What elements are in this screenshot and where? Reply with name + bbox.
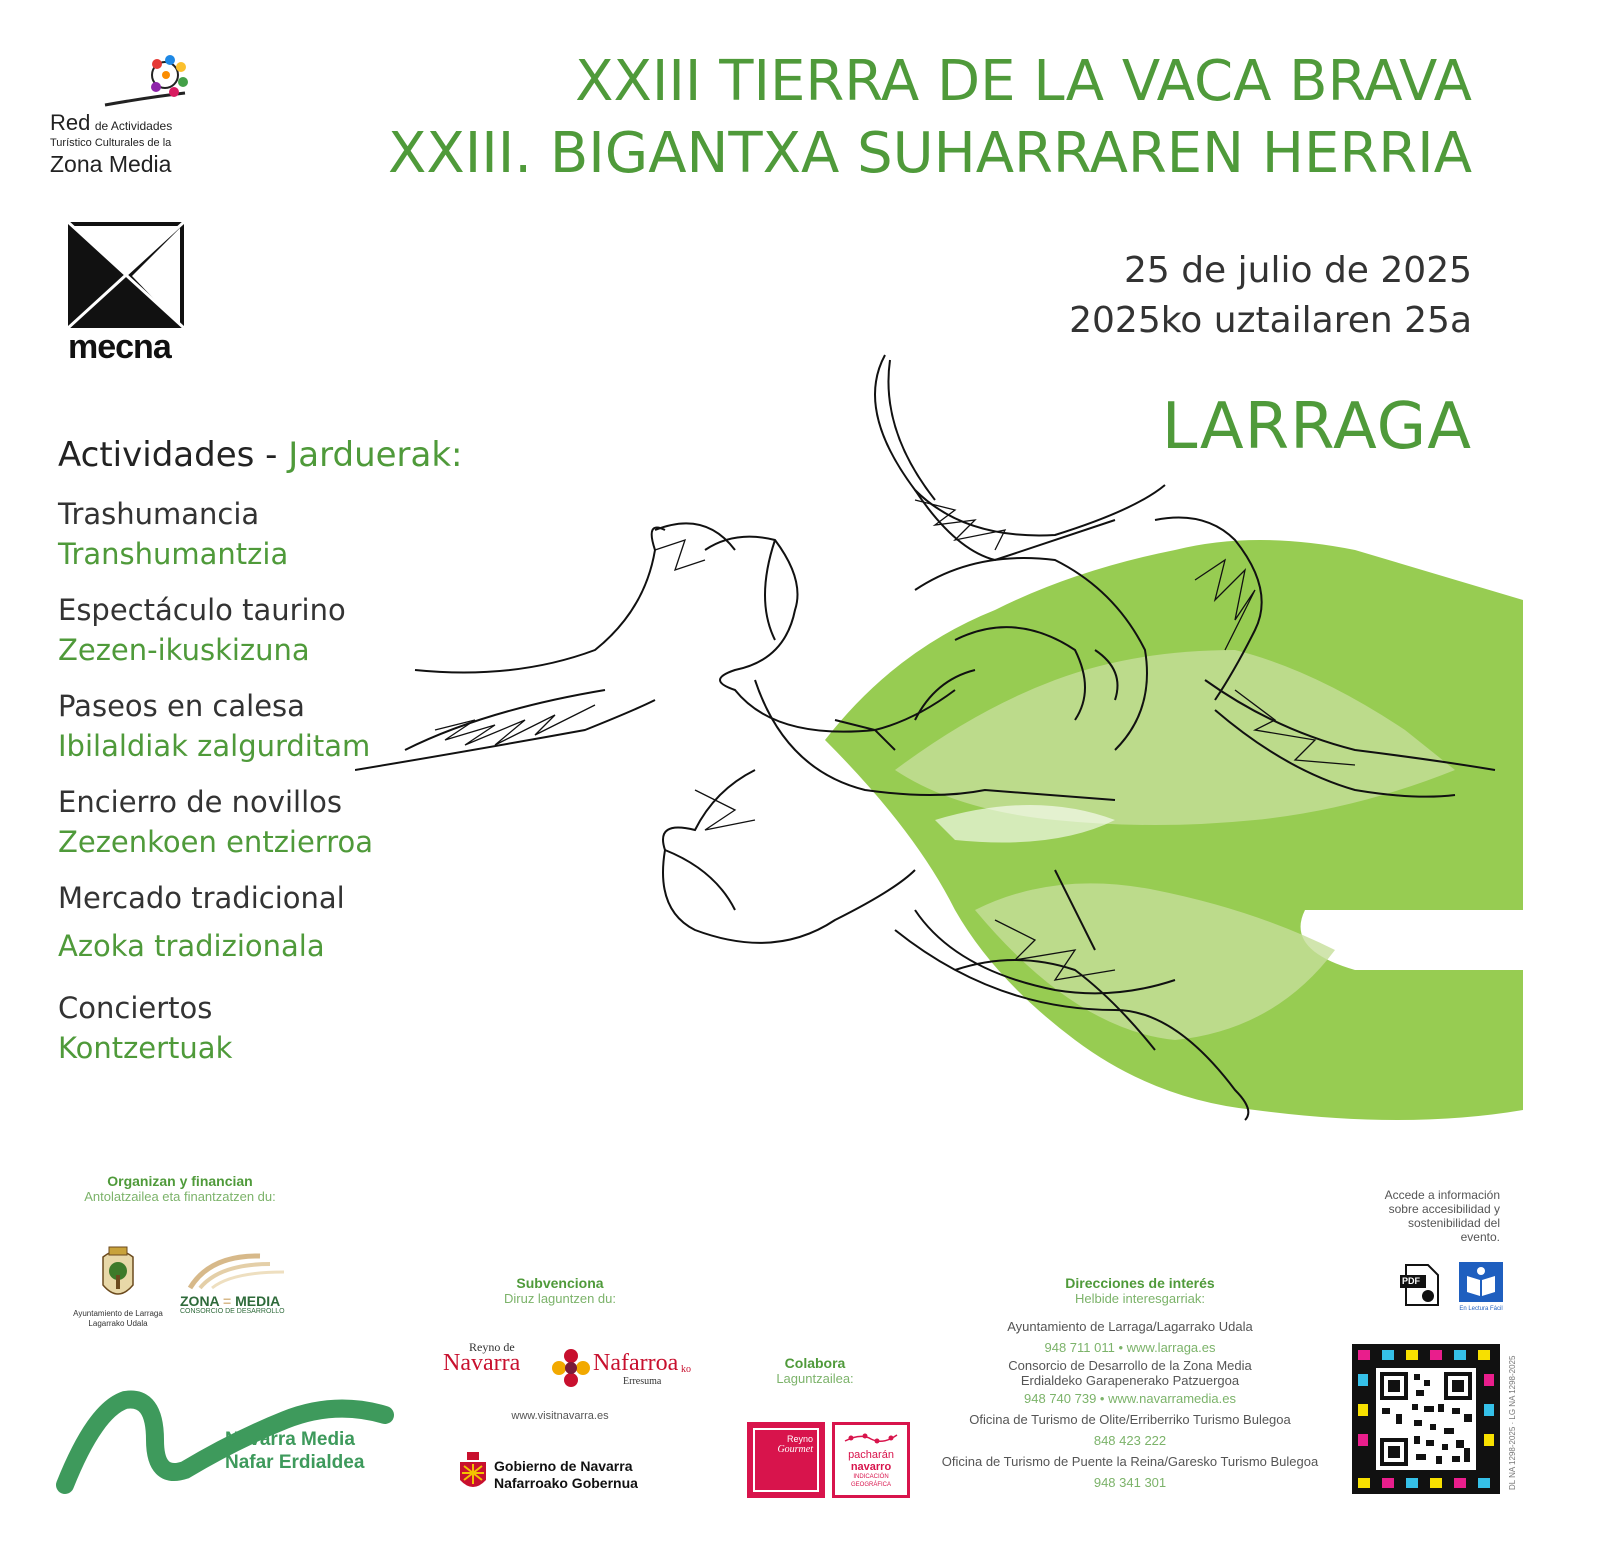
- address-contact[interactable]: 948 711 011 • www.larraga.es: [1044, 1340, 1216, 1355]
- navarra-media-line1: Navarra Media: [225, 1429, 355, 1450]
- pacharan-line3: INDICACIÓN: [853, 1474, 889, 1480]
- pacharan-line2: navarro: [850, 1461, 892, 1473]
- gourmet-name: Gourmet: [777, 1444, 813, 1455]
- activity-eu: Zezen-ikuskizuna: [58, 633, 310, 667]
- pacharan-line1: pacharán: [848, 1449, 894, 1461]
- addresses-list: [920, 1316, 1340, 1493]
- activity-item: [58, 686, 370, 766]
- activity-item: [58, 988, 232, 1068]
- navarra-media-line2: Nafar Erdialdea: [225, 1452, 365, 1473]
- town-name: LARRAGA: [1161, 390, 1472, 464]
- organize-block: [40, 1173, 320, 1204]
- navarra-media-logo: [55, 1380, 395, 1500]
- colabora-title: Colabora: [784, 1355, 846, 1371]
- colabora-block: [745, 1355, 885, 1386]
- swirl-icon: [50, 55, 210, 115]
- activity-item: [58, 494, 288, 574]
- pacharan-navarro-logo: [832, 1422, 910, 1498]
- activity-es: Paseos en calesa: [58, 689, 305, 723]
- zona-name-b: MEDIA: [235, 1293, 281, 1309]
- reyno-navarra-logo: [443, 1340, 703, 1390]
- red-actividades-logo: [50, 55, 220, 177]
- red-line3: Zona Media: [50, 151, 172, 177]
- subvenciona-title: Subvenciona: [516, 1275, 604, 1291]
- bull-illustration: [355, 350, 1525, 1160]
- direcciones-subtitle: Helbide interesgarriak:: [1074, 1291, 1206, 1306]
- reyno-right-small: ko: [681, 1364, 691, 1375]
- red-line1: Red: [50, 110, 91, 135]
- coat-of-arms-icon: [97, 1245, 139, 1305]
- title-es: XXIII TIERRA DE LA VACA BRAVA: [575, 49, 1472, 114]
- activities-heading-es: Actividades: [58, 435, 255, 475]
- activity-eu: Zezenkoen entzierroa: [58, 825, 374, 859]
- pacharan-berries-icon: [841, 1431, 901, 1445]
- zona-name-a: ZONA: [180, 1293, 220, 1309]
- zona-media-swoosh-icon: [180, 1250, 290, 1290]
- organize-subtitle: Antolatzailea eta finantzatzen du:: [84, 1189, 276, 1204]
- accessibility-note: Accede a información sobre accesibilidad y sostenibilidad del evento.: [1384, 1188, 1500, 1244]
- ayuntamiento-logo: [68, 1245, 168, 1329]
- organize-title: Organizan y financian: [107, 1173, 253, 1189]
- lectura-label: En Lectura Fácil: [1459, 1306, 1503, 1312]
- visit-navarra-link[interactable]: www.visitnavarra.es: [511, 1410, 609, 1422]
- red-line1-small: de Actividades: [94, 119, 173, 133]
- activity-eu: Kontzertuak: [58, 1031, 233, 1065]
- legal-text: DL NA 1298-2025 · LG NA 1298-2025: [1508, 1355, 1517, 1490]
- activity-eu: Azoka tradizionala: [58, 929, 325, 963]
- activity-item: [58, 782, 373, 862]
- address-contact: 848 423 222: [1093, 1433, 1167, 1448]
- mecna-wordmark: mecna: [68, 328, 171, 366]
- reyno-gourmet-logo: [747, 1422, 825, 1498]
- pdf-label: PDF: [1402, 1276, 1420, 1286]
- qr-code[interactable]: [1352, 1344, 1500, 1494]
- subvenciona-subtitle: Diruz laguntzen du:: [503, 1291, 616, 1306]
- address-name-2: Erdialdeko Garapenerako Patzuergoa: [1020, 1373, 1240, 1388]
- activity-eu: Ibilaldiak zalgurditam: [58, 729, 371, 763]
- address-name: Ayuntamiento de Larraga/Lagarrako Udala: [1007, 1319, 1253, 1334]
- mecna-logo: [68, 222, 184, 364]
- address-contact[interactable]: 948 740 739 • www.navarramedia.es: [1024, 1391, 1236, 1406]
- activity-es: Conciertos: [58, 991, 213, 1025]
- easy-read-book-icon: [1459, 1262, 1503, 1302]
- activity-es: Trashumancia: [58, 497, 260, 531]
- title-eu: XXIII. BIGANTXA SUHARRAREN HERRIA: [387, 121, 1472, 186]
- gobierno-line2: Nafarroako Gobernua: [494, 1475, 638, 1491]
- qr-code-icon: [1352, 1344, 1500, 1494]
- date-es: 25 de julio de 2025: [1123, 250, 1472, 291]
- activity-es: Espectáculo taurino: [58, 593, 346, 627]
- reyno-flower-icon: [551, 1348, 591, 1388]
- reyno-left: Navarra: [443, 1350, 521, 1376]
- mecna-x-icon: [68, 222, 184, 328]
- pdf-icon[interactable]: [1398, 1263, 1442, 1307]
- ayto-caption-2: Lagarrako Udala: [88, 1319, 148, 1328]
- legal-number: [1508, 1340, 1522, 1500]
- colabora-subtitle: Laguntzailea:: [776, 1371, 854, 1386]
- zona-sub: CONSORCIO DE DESARROLLO: [180, 1308, 285, 1315]
- address-name: Oficina de Turismo de Olite/Erriberriko Turismo Bulegoa: [969, 1412, 1291, 1427]
- activities-heading: [58, 435, 463, 475]
- subvenciona-block: [455, 1275, 665, 1306]
- gobierno-line1: Gobierno de Navarra: [494, 1458, 633, 1474]
- direcciones-block: [930, 1275, 1350, 1306]
- navarra-shield-icon: [458, 1452, 488, 1494]
- pacharan-line4: GEOGRÁFICA: [850, 1482, 891, 1488]
- green-wash: [825, 540, 1523, 1120]
- date-eu: 2025ko uztailaren 25a: [1069, 300, 1472, 341]
- address-contact: 948 341 301: [1093, 1475, 1167, 1490]
- gourmet-small: Reyno: [786, 1434, 813, 1444]
- activity-es: Encierro de novillos: [58, 785, 342, 819]
- reyno-right: Nafarroa: [593, 1350, 679, 1376]
- zona-media-logo: ZONA = MEDIA CONSORCIO DE DESARROLLO: [180, 1250, 300, 1315]
- activity-es: Mercado tradicional: [58, 881, 345, 915]
- activities-heading-eu: Jarduerak:: [288, 435, 463, 475]
- gobierno-navarra-logo: [458, 1452, 678, 1496]
- direcciones-title: Direcciones de interés: [1065, 1275, 1215, 1291]
- activities-heading-sep: -: [265, 435, 278, 475]
- ayto-caption-1: Ayuntamiento de Larraga: [73, 1309, 163, 1318]
- activity-eu: Transhumantzia: [58, 537, 289, 571]
- reyno-small: Reyno de: [469, 1340, 515, 1354]
- address-name: Consorcio de Desarrollo de la Zona Media: [1008, 1358, 1252, 1373]
- lectura-facil-icon[interactable]: [1458, 1262, 1504, 1312]
- address-name: Oficina de Turismo de Puente la Reina/Garesko Turismo Bulegoa: [941, 1454, 1319, 1469]
- reyno-sub: Erresuma: [623, 1376, 662, 1387]
- activity-item: [58, 878, 345, 974]
- red-line2: Turístico Culturales de la: [50, 137, 172, 149]
- activity-item: [58, 590, 346, 670]
